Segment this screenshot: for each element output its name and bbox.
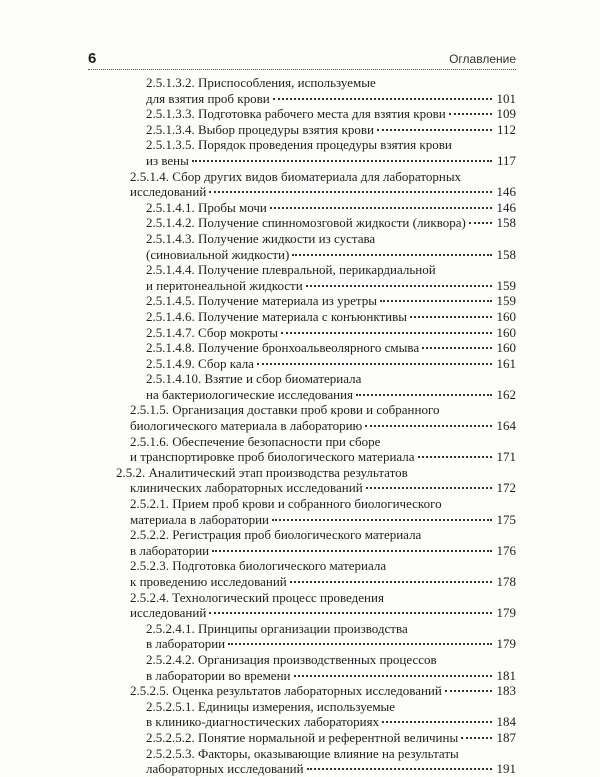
table-of-contents: [88, 75, 516, 777]
toc-entry-line: [88, 496, 516, 512]
toc-page-number: 109: [496, 106, 516, 122]
toc-entry-line: [88, 730, 516, 746]
toc-entry-line: [88, 106, 516, 122]
dot-leader: [209, 611, 491, 614]
dot-leader: [380, 299, 491, 302]
toc-entry-line: [88, 418, 516, 434]
toc-entry-line: [88, 387, 516, 403]
dot-leader: [449, 112, 492, 115]
dot-leader: [192, 159, 492, 162]
toc-entry[interactable]: [88, 293, 516, 309]
dot-leader: [212, 549, 491, 552]
toc-entry-text: в лаборатории: [130, 542, 210, 558]
toc-entry-text: в лаборатории: [146, 636, 226, 652]
toc-entry[interactable]: [88, 262, 516, 293]
toc-entry-text: к проведению исследований: [130, 574, 287, 589]
toc-entry-text: 2.5.2.5.1. Единицы измерения, используемые: [146, 698, 396, 714]
toc-entry-line: [88, 325, 516, 341]
dot-leader: [281, 331, 492, 334]
toc-entry-text: исследований: [130, 605, 207, 621]
toc-entry-text: 2.5.1.4.2. Получение спинномозговой жидкости (ликвора): [146, 215, 466, 231]
toc-page-number: 158: [496, 215, 516, 231]
toc-page-number: 164: [496, 418, 516, 434]
toc-entry-text: 2.5.1.4.10. Взятие и сбор биоматериала: [146, 371, 362, 387]
dot-leader: [410, 315, 492, 318]
toc-entry-line: [88, 169, 516, 185]
dot-leader: [270, 206, 492, 209]
toc-entry-line: [88, 91, 516, 107]
dot-leader: [422, 346, 491, 349]
toc-page-number: 179: [496, 605, 516, 621]
toc-entry[interactable]: [88, 621, 516, 652]
toc-entry-line: [88, 340, 516, 356]
toc-entry-line: [88, 465, 516, 481]
toc-entry-line: [88, 543, 516, 559]
toc-entry-line: [88, 356, 516, 372]
toc-entry-text: (синовиальной жидкости): [146, 246, 290, 262]
dot-leader: [290, 580, 492, 583]
toc-entry-line: [88, 122, 516, 138]
toc-entry-text: 2.5.1.4.9. Сбор кала: [146, 355, 254, 371]
dot-leader: [306, 284, 492, 287]
toc-entry[interactable]: [88, 699, 516, 730]
dot-leader: [382, 720, 491, 723]
toc-entry[interactable]: [88, 683, 516, 699]
toc-entry-line: [88, 184, 516, 200]
toc-page-number: 184: [496, 714, 516, 730]
toc-entry-line: [88, 699, 516, 715]
toc-entry-line: [88, 262, 516, 278]
dot-leader: [273, 97, 492, 100]
toc-entry-text: в клинико-диагностических лабораториях: [146, 714, 380, 730]
dot-leader: [418, 455, 492, 458]
toc-entry-line: [88, 278, 516, 294]
toc-entry-text: клинических лабораторных исследований: [130, 480, 363, 496]
toc-entry[interactable]: [88, 527, 516, 558]
page-number: 6: [88, 50, 97, 67]
toc-page-number: 101: [496, 90, 516, 106]
dot-leader: [292, 253, 491, 256]
toc-page-number: 172: [496, 480, 516, 496]
toc-entry[interactable]: [88, 122, 516, 138]
toc-entry-text: 2.5.1.4.8. Получение бронхоальвеолярного смыва: [146, 340, 420, 356]
toc-entry-line: [88, 668, 516, 684]
toc-page-number: 146: [496, 184, 516, 200]
toc-entry[interactable]: [88, 106, 516, 122]
toc-entry-text: 2.5.2. Аналитический этап производства результатов: [116, 464, 408, 480]
toc-entry-text: исследований: [130, 184, 207, 200]
toc-page-number: 178: [496, 574, 516, 589]
dot-leader: [365, 424, 491, 427]
toc-entry-text: 2.5.1.6. Обеспечение безопасности при сборе: [130, 433, 381, 449]
toc-entry-line: [88, 512, 516, 528]
toc-entry-text: и перитонеальной жидкости: [146, 277, 303, 293]
toc-entry[interactable]: [88, 137, 516, 168]
toc-entry[interactable]: [88, 231, 516, 262]
dot-leader: [257, 362, 492, 365]
toc-entry-text: 2.5.1.4.3. Получение жидкости из сустава: [146, 230, 376, 246]
toc-page-number: 158: [496, 246, 516, 262]
toc-entry[interactable]: [88, 496, 516, 527]
toc-entry-line: [88, 153, 516, 169]
toc-page-number: 160: [496, 324, 516, 340]
toc-entry-text: 2.5.1.4.4. Получение плевральной, перикардиальной: [146, 262, 436, 278]
toc-entry-line: [88, 621, 516, 637]
toc-entry-line: [88, 215, 516, 231]
toc-entry-line: [88, 402, 516, 418]
dot-leader: [377, 128, 492, 131]
toc-entry-text: 2.5.2.1. Прием проб крови и собранного биологического: [130, 496, 442, 512]
toc-entry-text: 2.5.1.5. Организация доставки проб крови и собранного: [130, 402, 440, 418]
toc-entry-line: [88, 137, 516, 153]
toc-entry-line: [88, 527, 516, 543]
toc-entry[interactable]: [88, 730, 516, 746]
running-header: [88, 50, 516, 72]
toc-entry[interactable]: [88, 309, 516, 325]
toc-entry-line: [88, 371, 516, 387]
toc-entry-line: [88, 480, 516, 496]
dot-leader: [228, 642, 491, 645]
toc-page-number: 191: [496, 761, 516, 777]
toc-entry-line: [88, 449, 516, 465]
toc-entry-line: [88, 574, 516, 590]
dot-leader: [307, 767, 492, 770]
toc-entry-text: 2.5.2.2. Регистрация проб биологического материала: [130, 527, 422, 543]
toc-entry-text: 2.5.2.5. Оценка результатов лабораторных исследований: [130, 683, 442, 699]
toc-page-number: 160: [496, 340, 516, 356]
toc-page-number: 161: [496, 355, 516, 371]
toc-entry-text: 2.5.1.3.3. Подготовка рабочего места для взятия крови: [146, 106, 446, 122]
toc-entry-line: [88, 558, 516, 574]
toc-entry-text: 2.5.2.4.1. Принципы организации производства: [146, 620, 408, 636]
toc-entry[interactable]: [88, 340, 516, 356]
toc-entry-line: [88, 761, 516, 777]
toc-entry-text: 2.5.2.5.3. Факторы, оказывающие влияние на результаты: [146, 745, 459, 761]
toc-entry-text: 2.5.1.4.5. Получение материала из уретры: [146, 293, 378, 309]
toc-entry-line: [88, 605, 516, 621]
toc-page-number: 171: [496, 449, 516, 465]
dot-leader: [469, 221, 492, 224]
toc-entry-text: 2.5.1.4.7. Сбор мокроты: [146, 324, 278, 340]
toc-entry-text: 2.5.1.3.4. Выбор процедуры взятия крови: [146, 121, 374, 137]
toc-entry-text: для взятия проб крови: [146, 90, 270, 106]
toc-page-number: 187: [496, 729, 516, 745]
toc-entry[interactable]: [88, 434, 516, 465]
toc-page-number: 117: [496, 152, 516, 168]
toc-entry[interactable]: [88, 402, 516, 433]
toc-entry-line: [88, 434, 516, 450]
toc-entry-line: [88, 652, 516, 668]
toc-page-number: 159: [496, 293, 516, 309]
toc-entry-text: и транспортировке проб биологического материала: [130, 449, 415, 465]
toc-entry-line: [88, 636, 516, 652]
toc-entry-line: [88, 714, 516, 730]
dot-leader: [366, 486, 492, 489]
dot-leader: [209, 190, 491, 193]
toc-entry[interactable]: [88, 652, 516, 683]
toc-page-number: 160: [496, 308, 516, 324]
toc-entry-text: 2.5.1.4.6. Получение материала с конъюнктивы: [146, 308, 407, 324]
header-dotted-rule: [88, 69, 516, 70]
toc-entry-text: на бактериологические исследования: [146, 386, 354, 402]
toc-entry-text: 2.5.2.3. Подготовка биологического материала: [130, 558, 387, 574]
toc-entry-text: 2.5.1.3.5. Порядок проведения процедуры взятия крови: [146, 137, 452, 153]
toc-entry-text: лабораторных исследований: [146, 761, 304, 777]
toc-page-number: 146: [496, 199, 516, 215]
toc-page-number: 179: [496, 636, 516, 652]
toc-entry-line: [88, 309, 516, 325]
section-title: Оглавление: [449, 52, 516, 66]
toc-entry[interactable]: [88, 465, 516, 496]
toc-entry[interactable]: [88, 590, 516, 621]
dot-leader: [445, 689, 492, 692]
toc-entry-text: из вены: [146, 152, 189, 168]
toc-entry-line: [88, 293, 516, 309]
dot-leader: [272, 518, 492, 521]
toc-entry-text: 2.5.1.4.1. Пробы мочи: [146, 199, 267, 215]
dot-leader: [356, 393, 491, 396]
toc-entry-text: 2.5.2.4. Технологический процесс проведения: [130, 589, 384, 605]
toc-entry[interactable]: [88, 75, 516, 106]
toc-entry-line: [88, 746, 516, 762]
toc-entry-text: материала в лаборатории: [130, 511, 269, 527]
toc-entry[interactable]: [88, 356, 516, 372]
toc-page-number: 183: [496, 683, 516, 699]
dot-leader: [294, 674, 492, 677]
toc-page-number: 176: [496, 542, 516, 558]
toc-entry-text: 2.5.2.4.2. Организация производственных процессов: [146, 651, 437, 667]
toc-entry-text: в лаборатории во времени: [146, 667, 291, 683]
toc-entry[interactable]: [88, 371, 516, 402]
toc-entry-line: [88, 231, 516, 247]
toc-entry[interactable]: [88, 200, 516, 216]
toc-entry-line: [88, 683, 516, 699]
toc-entry[interactable]: [88, 558, 516, 589]
toc-entry-text: биологического материала в лабораторию: [130, 418, 363, 434]
toc-entry-line: [88, 247, 516, 263]
toc-entry-text: 2.5.1.4. Сбор других видов биоматериала для лабораторных: [130, 168, 462, 184]
toc-page-number: 175: [496, 511, 516, 527]
toc-entry[interactable]: [88, 169, 516, 200]
toc-entry-line: [88, 590, 516, 606]
toc-page-number: 162: [496, 386, 516, 402]
toc-entry[interactable]: [88, 325, 516, 341]
toc-entry[interactable]: [88, 215, 516, 231]
toc-entry-text: 2.5.1.3.2. Приспособления, используемые: [146, 75, 376, 90]
toc-entry-text: 2.5.2.5.2. Понятие нормальной и референтной величины: [146, 729, 459, 745]
toc-page-number: 159: [496, 277, 516, 293]
toc-entry-line: [88, 75, 516, 91]
toc-entry-line: [88, 200, 516, 216]
toc-entry[interactable]: [88, 746, 516, 777]
dot-leader: [461, 736, 491, 739]
toc-page-number: 112: [496, 121, 516, 137]
toc-page-number: 181: [496, 667, 516, 683]
